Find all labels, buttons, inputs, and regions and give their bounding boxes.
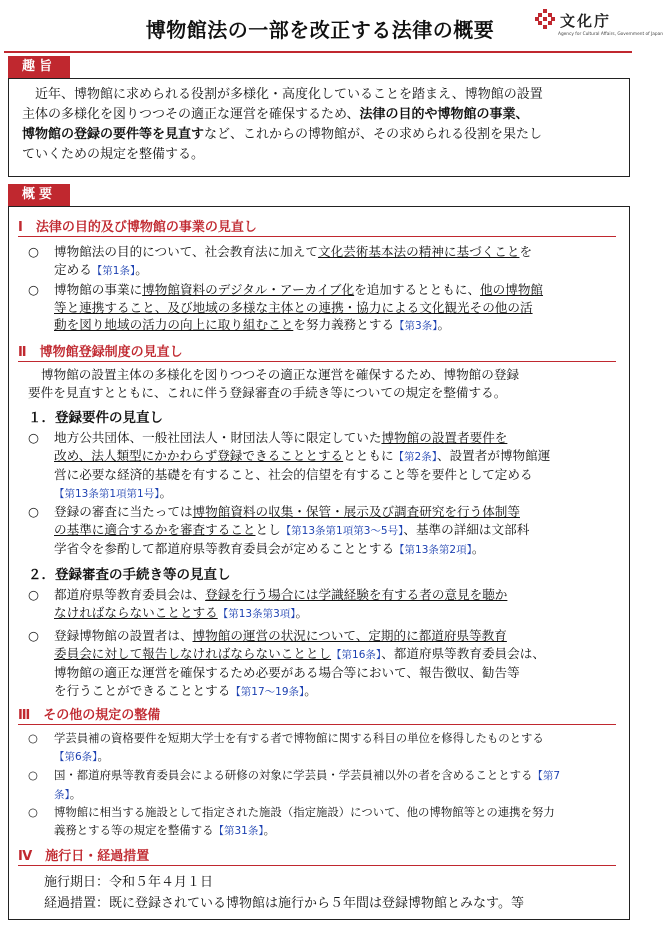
text-span: 登録博物館の設置者は、: [54, 628, 193, 643]
section-2-intro: [28, 366, 618, 402]
text-underlined: なければならないこととする: [54, 604, 218, 620]
article-ref: 【第1条】: [91, 264, 136, 277]
text-underlined: 登録を行う場合には学識経験を有する者の意見を聴か: [205, 587, 508, 602]
text-span: とともに: [343, 447, 394, 463]
section-2-heading: Ⅱ 博物館登録制度の見直し: [18, 345, 183, 360]
text-span: を行うことができることとする: [54, 682, 231, 698]
bullet: ○: [28, 504, 39, 519]
overview-tag: 概要: [8, 184, 70, 206]
article-ref: 【第17～19条】: [230, 685, 305, 698]
summary-line-2b: 法律の目的や博物館の事業、: [359, 107, 529, 122]
section-2-rule: [18, 361, 616, 362]
section-4-heading: Ⅳ 施行日・経過措置: [18, 849, 150, 864]
text-span: 、都道府県等教育委員会は、: [381, 645, 545, 661]
text-span: 博物館の設置主体の多様化を図りつつその適正な運営を確保するため、博物館の登録: [41, 367, 520, 382]
text-span: 。: [135, 261, 148, 277]
text-span: 義務とする等の規定を整備する: [54, 822, 214, 837]
section-1-heading: Ⅰ 法律の目的及び博物館の事業の見直し: [18, 220, 257, 235]
agency-emblem-icon: [534, 8, 556, 30]
section-1-rule: [18, 236, 616, 237]
summary-line-4: ていくための規定を整備する。: [22, 147, 205, 162]
header-divider: [4, 51, 632, 53]
effective-date: 施行期日：令和５年４月１日: [44, 875, 214, 890]
text-span: 。: [295, 604, 309, 620]
subsection-2-heading: ２．登録審査の手続き等の見直し: [28, 567, 231, 583]
text-span: 。: [159, 484, 173, 500]
text-span: 、基準の詳細は文部科: [403, 521, 530, 537]
article-ref: 【第13条第2項】: [394, 544, 472, 556]
text-underlined: 博物館資料のデジタル・アーカイブ化: [142, 282, 355, 297]
section-4-body: [44, 872, 624, 914]
article-ref: 【第3条】: [394, 320, 438, 332]
text-span: 。: [97, 748, 109, 763]
summary-line-3a: 博物館の登録の要件等を見直す: [22, 127, 205, 142]
text-span: 都道府県等教育委員会は、: [54, 587, 206, 602]
summary-line-1: 近年、博物館に求められる役割が多様化・高度化していることを踏まえ、博物館の設置: [35, 87, 543, 102]
text-span: 。: [304, 682, 317, 698]
text-underlined: の基準に適合するかを審査すること: [54, 521, 256, 537]
text-span: 。: [437, 317, 451, 332]
bullet: ○: [28, 731, 38, 745]
text-underlined: 改め、法人類型にかかわらず登録できることとする: [54, 447, 344, 463]
text-span: 要件を見直すとともに、これに伴う登録審査の手続き等についての規定を整備する。: [28, 385, 507, 400]
transitional-measure: 経過措置：既に登録されている博物館は施行から５年間は登録博物館とみなす。等: [44, 896, 524, 911]
subsection-1-heading: １．登録要件の見直し: [28, 410, 163, 426]
text-underlined: 動を図り地域の活力の向上に取り組むこと: [54, 317, 294, 332]
text-underlined: 博物館資料の収集・保管・展示及び調査研究を行う体制等: [192, 504, 520, 519]
bullet: ○: [28, 430, 39, 445]
text-span: 。: [263, 822, 276, 837]
bullet: ○: [28, 244, 39, 259]
text-span: 国・都道府県等教育委員会による研修の対象に学芸員・学芸員補以外の者を含めることとする: [54, 768, 533, 782]
bullet: ○: [28, 805, 38, 819]
text-underlined: 博物館の設置者要件を: [381, 430, 508, 445]
article-ref: 【第7: [532, 770, 561, 782]
text-span: 博物館の適正な運営を確保するため必要がある場合等において、報告徴収、勧告等: [54, 665, 520, 680]
text-span: 博物館に相当する施設として指定された施設（指定施設）について、他の博物館等との連携を努力: [54, 805, 555, 819]
agency-logo: [534, 6, 663, 46]
summary-text: [22, 85, 606, 165]
text-span: 登録の審査に当たっては: [54, 504, 193, 519]
article-ref: 【第13条第1項第3～5号】: [280, 524, 404, 537]
text-span: 、設置者が博物館運: [436, 447, 551, 463]
section-3-rule: [18, 724, 616, 725]
text-span: を努力義務とする: [293, 317, 395, 332]
text-span: 学芸員補の資格要件を短期大学士を有する者で博物館に関する科目の単位を修得したものとする: [54, 731, 544, 745]
article-ref: 【第2条】: [393, 450, 437, 463]
article-ref: 条】: [54, 788, 70, 801]
summary-tag: 趣旨: [8, 56, 70, 78]
page-title: 博物館法の一部を改正する法律の概要: [145, 18, 495, 42]
text-span: 営に必要な経済的基礎を有すること、社会的信望を有すること等を要件として定める: [54, 467, 533, 482]
summary-line-3b: など、これからの博物館が、その求められる役割を果たし: [204, 127, 543, 142]
agency-subtitle: Agency for Cultural Affairs, Government of Japan: [558, 32, 663, 37]
article-ref: 【第13条第1項第1号】: [54, 487, 160, 500]
text-span: 博物館の事業に: [54, 282, 143, 297]
bullet: ○: [28, 628, 39, 643]
text-span: を: [519, 244, 533, 259]
agency-name: 文化庁: [560, 12, 612, 30]
text-span: を追加するとともに、: [354, 282, 481, 297]
summary-line-2a: 主体の多様化を図りつつその適正な運営を確保するため、: [22, 107, 360, 122]
text-span: 。: [69, 786, 82, 801]
text-underlined: 等と連携すること、及び地域の多様な主体との連携・協力による文化観光その他の活: [54, 299, 533, 315]
text-span: 地方公共団体、一般社団法人・財団法人等に限定していた: [54, 430, 382, 445]
bullet: ○: [28, 768, 38, 782]
section-4-rule: [18, 865, 616, 866]
text-underlined: 他の博物館: [480, 282, 544, 297]
text-span: 学省令を参酌して都道府県等教育委員会が定めることとする: [54, 541, 395, 556]
text-underlined: 文化芸術基本法の精神に基づくこと: [317, 244, 520, 259]
text-span: 博物館法の目的について、社会教育法に加えて: [54, 244, 318, 259]
text-underlined: 委員会に対して報告しなければならないこととし: [54, 645, 332, 661]
article-ref: 【第13条第3項】: [217, 607, 296, 620]
text-span: とし: [255, 521, 281, 537]
article-ref: 【第31条】: [213, 824, 264, 837]
text-underlined: 博物館の運営の状況について、定期的に都道府県等教育: [192, 628, 507, 643]
article-ref: 【第6条】: [54, 750, 98, 763]
bullet: ○: [28, 587, 39, 602]
text-span: 。: [471, 541, 485, 556]
text-span: 定める: [54, 261, 92, 277]
article-ref: 【第16条】: [331, 648, 382, 661]
section-3-heading: Ⅲ その他の規定の整備: [18, 708, 161, 723]
bullet: ○: [28, 282, 39, 297]
